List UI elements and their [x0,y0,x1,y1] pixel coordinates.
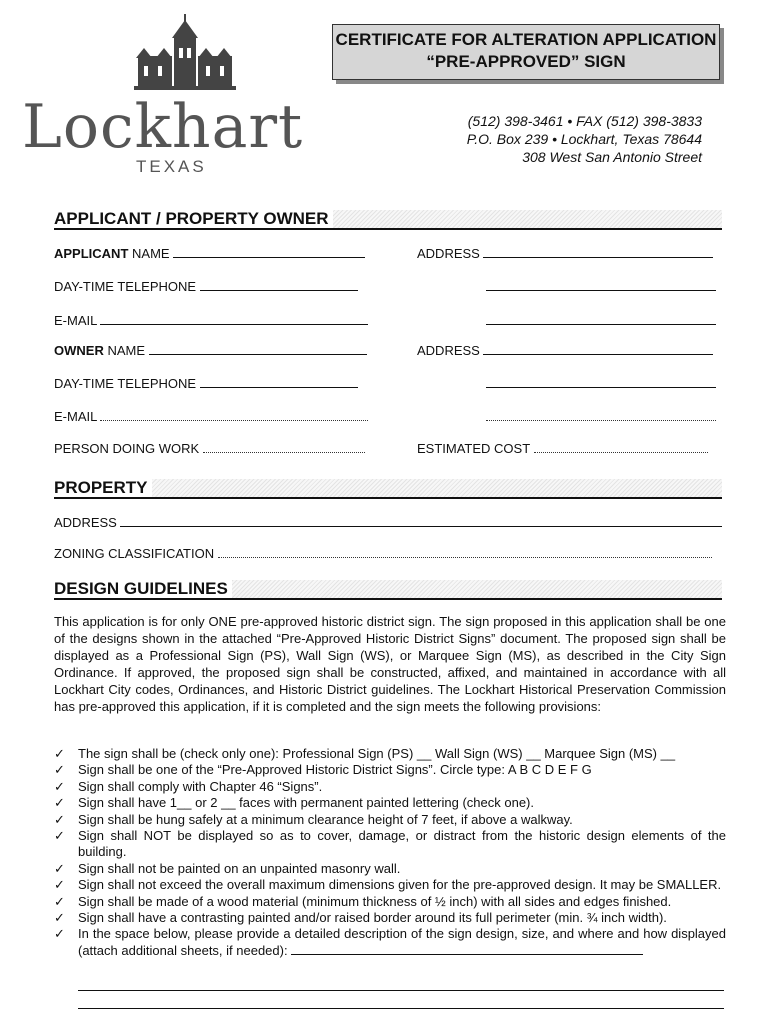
section-property [54,479,722,499]
cost-label: ESTIMATED COST [417,441,530,456]
lockhart-logo [22,14,342,184]
applicant-address-field[interactable] [483,245,713,258]
name-label: NAME [107,343,146,358]
applicant-address-line2 [486,278,716,295]
applicant-label: APPLICANT [54,246,129,261]
property-address-field[interactable] [120,514,722,527]
provision-item: ✓ Sign shall be one of the “Pre-Approved Historic District Signs”. Circle type: A B C D E F G [54,762,592,778]
name-label: NAME [132,246,170,261]
courthouse-icon [130,14,240,94]
address-label: ADDRESS [417,246,480,261]
owner-email-row [54,408,368,425]
provision-item: ✓ Sign shall NOT be displayed so as to cover, damage, or distract from the historic design elements of the building. [54,828,726,860]
design-intro: This application is for only ONE pre-approved historic district sign. The sign proposed in this application shall be one of the designs shown in the attached “Pre-Approved Historic District Signs” document. The proposed sign shall be displayed as a Professional Sign (PS), Wall Sign (WS), or Marquee Sign (MS), as described in the City Sign Ordinance. If approved, the proposed sign shall be constructed, affixed, and maintained in accordance with all Lockhart City codes, Ordinances, and Historic District guidelines. The Lockhart Historical Preservation Commission has pre-approved this application, if it is completed and the sign meets the following provisions: [54,614,726,714]
zoning-label: ZONING CLASSIFICATION [54,546,215,561]
address-label: ADDRESS [417,343,480,358]
zoning-row [54,545,712,562]
zoning-field[interactable] [218,545,712,558]
provision-item: ✓ In the space below, please provide a detailed description of the sign design, size, and where and how displayed (attach additional sheets, if needed): [54,926,726,958]
contact-po-box: P.O. Box 239 • Lockhart, Texas 78644 [466,131,702,147]
applicant-name-row [54,245,365,262]
provision-item: ✓ Sign shall be hung safely at a minimum clearance height of 7 feet, if above a walkway. [54,811,573,827]
description-line-3[interactable] [78,1008,724,1009]
estimated-cost-row [417,440,708,457]
contact-info [467,112,702,166]
provision-item: ✓ Sign shall be made of a wood material (minimum thickness of ½ inch) with all sides and edges finished. [54,893,672,909]
owner-address-row [417,342,713,359]
person-label: PERSON DOING WORK [54,441,200,456]
provision-item: ✓ Sign shall comply with Chapter 46 “Signs”. [54,778,323,794]
applicant-address-field-3[interactable] [486,312,716,325]
provisions-list [54,746,726,959]
logo-wordmark: Lockhart [22,92,304,162]
owner-address-field[interactable] [483,342,713,355]
address-label: ADDRESS [54,515,117,530]
applicant-phone-row [54,278,358,295]
owner-phone-field[interactable] [200,375,358,388]
person-doing-work-field[interactable] [203,440,365,453]
provision-item: ✓ Sign shall not be painted on an unpainted masonry wall. [54,860,401,876]
owner-phone-row [54,375,358,392]
contact-street: 308 West San Antonio Street [522,149,702,165]
check-icon: ✓ [54,811,65,827]
check-icon: ✓ [54,778,65,794]
person-doing-work-row [54,440,365,457]
owner-address-line3 [486,408,716,425]
description-field[interactable] [291,943,643,955]
section-title: DESIGN GUIDELINES [54,580,232,598]
applicant-address-row [417,245,713,262]
check-icon: ✓ [54,877,65,893]
logo-state: TEXAS [136,157,207,176]
check-icon: ✓ [54,893,65,909]
email-label: E-MAIL [54,409,97,424]
owner-address-field-2[interactable] [486,375,716,388]
check-icon: ✓ [54,746,65,761]
check-icon: ✓ [54,762,65,778]
phone-label: DAY-TIME TELEPHONE [54,376,197,391]
phone-label: DAY-TIME TELEPHONE [54,279,197,294]
check-icon: ✓ [54,910,65,926]
provision-item: ✓ The sign shall be (check only one): Professional Sign (PS) __ Wall Sign (WS) __ Marquee Sign (MS) __ [54,746,676,761]
section-design-guidelines [54,580,722,600]
estimated-cost-field[interactable] [534,440,708,453]
applicant-email-row [54,312,368,329]
applicant-phone-field[interactable] [200,278,358,291]
section-applicant [54,210,722,230]
provision-item: ✓ Sign shall not exceed the overall maximum dimensions given for the pre-approved design. It may be SMALLER. [54,877,722,893]
form-subtitle: “PRE-APPROVED” SIGN [426,52,626,71]
applicant-name-field[interactable] [173,245,365,258]
check-icon: ✓ [54,795,65,811]
property-address-row [54,514,722,531]
section-title: APPLICANT / PROPERTY OWNER [54,210,333,228]
description-line-2[interactable] [78,990,724,991]
applicant-address-line3 [486,312,716,329]
owner-label: OWNER [54,343,104,358]
check-icon: ✓ [54,860,65,876]
provision-item: ✓ Sign shall have 1__ or 2 __ faces with permanent painted lettering (check one). [54,795,534,811]
section-title: PROPERTY [54,479,152,497]
check-icon: ✓ [54,828,65,844]
owner-name-field[interactable] [149,342,367,355]
check-icon: ✓ [54,926,65,942]
form-title-box [332,24,720,80]
owner-email-field[interactable] [100,408,368,421]
owner-address-line2 [486,375,716,392]
owner-name-row [54,342,367,359]
owner-address-field-3[interactable] [486,408,716,421]
applicant-email-field[interactable] [100,312,368,325]
form-title: CERTIFICATE FOR ALTERATION APPLICATION [335,30,717,49]
provision-item: ✓ Sign shall have a contrasting painted and/or raised border around its full perimeter (min. ¾ inch width). [54,910,667,926]
applicant-address-field-2[interactable] [486,278,716,291]
contact-phone: (512) 398-3461 • FAX (512) 398-3833 [467,113,702,129]
email-label: E-MAIL [54,313,97,328]
